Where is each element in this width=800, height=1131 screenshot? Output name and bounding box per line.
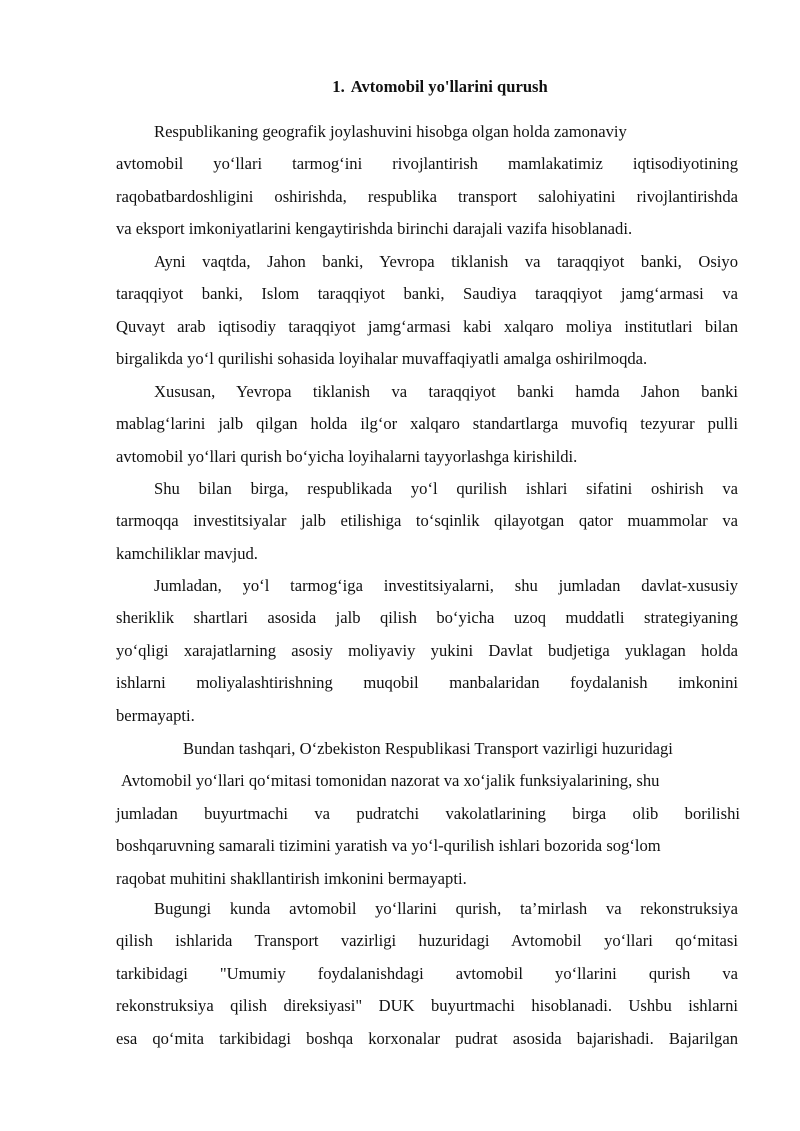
paragraph-line: esa qo‘mita tarkibidagi boshqa korxonalar pudrat asosida bajarishadi. Bajarilgan bbox=[116, 1028, 738, 1048]
paragraph-line: Respublikaning geografik joylashuvini hisobga olgan holda zamonaviy bbox=[154, 122, 627, 141]
paragraph-line: Bundan tashqari, O‘zbekiston Respublikasi Transport vazirligi huzuridagi bbox=[183, 739, 673, 758]
paragraph-line: Shu bilan birga, respublikada yo‘l qurilish ishlari sifatini oshirish va bbox=[154, 479, 738, 498]
paragraph-line: avtomobil yo‘llari qurish bo‘yicha loyihalarni tayyorlashga kirishildi. bbox=[116, 446, 578, 466]
paragraph-7 bbox=[116, 893, 738, 1055]
paragraph-line: sheriklik shartlari asosida jalb qilish bo‘yicha uzoq muddatli strategiyaning bbox=[116, 608, 738, 628]
paragraph-line: Jumladan, yo‘l tarmog‘iga investitsiyalarni, shu jumladan davlat-xususiy bbox=[154, 576, 738, 595]
paragraph-line: Bugungi kunda avtomobil yo‘llarini qurish, ta’mirlash va rekonstruksiya bbox=[154, 899, 738, 918]
paragraph-line: Avtomobil yo‘llari qo‘mitasi tomonidan nazorat va xo‘jalik funksiyalarining, shu bbox=[121, 771, 660, 791]
paragraph-3 bbox=[116, 376, 738, 473]
paragraph-line: boshqaruvning samarali tizimini yaratish va yo‘l-qurilish ishlari bozorida sog‘lom bbox=[116, 836, 661, 856]
paragraph-line: raqobatbardoshligini oshirishda, respublika transport salohiyatini rivojlantirishda bbox=[116, 186, 738, 206]
paragraph-line: tarkibidagi "Umumiy foydalanishdagi avtomobil yo‘llarini qurish va bbox=[116, 963, 738, 983]
paragraph-line: avtomobil yo‘llari tarmog‘ini rivojlantirish mamlakatimiz iqtisodiyotining bbox=[116, 154, 738, 174]
paragraph-line: qilish ishlarida Transport vazirligi huzuridagi Avtomobil yo‘llari qo‘mitasi bbox=[116, 931, 738, 951]
section-heading bbox=[0, 76, 800, 98]
paragraph-line: taraqqiyot banki, Islom taraqqiyot banki, Saudiya taraqqiyot jamg‘armasi va bbox=[116, 284, 738, 304]
paragraph-5 bbox=[116, 570, 738, 732]
paragraph-line: Quvayt arab iqtisodiy taraqqiyot jamg‘armasi kabi xalqaro moliya institutlari bilan bbox=[116, 316, 738, 336]
section-title: Avtomobil yo'llarini qurush bbox=[350, 77, 548, 96]
paragraph-line: Xususan, Yevropa tiklanish va taraqqiyot banki hamda Jahon banki bbox=[154, 382, 738, 401]
paragraph-line: Ayni vaqtda, Jahon banki, Yevropa tiklanish va taraqqiyot banki, Osiyo bbox=[154, 252, 738, 271]
paragraph-line: mablag‘larini jalb qilgan holda ilg‘or xalqaro standartlarga muvofiq tezyurar pulli bbox=[116, 414, 738, 434]
paragraph-line: raqobat muhitini shakllantirish imkonini bermayapti. bbox=[116, 868, 467, 888]
paragraph-1 bbox=[116, 116, 738, 246]
paragraph-line: rekonstruksiya qilish direksiyasi" DUK buyurtmachi hisoblanadi. Ushbu ishlarni bbox=[116, 996, 738, 1016]
paragraph-line: va eksport imkoniyatlarini kengaytirishda birinchi darajali vazifa hisoblanadi. bbox=[116, 219, 633, 239]
paragraph-6 bbox=[116, 733, 740, 895]
paragraph-line: bermayapti. bbox=[116, 705, 195, 725]
paragraph-line: ishlarni moliyalashtirishning muqobil manbalaridan foydalanish imkonini bbox=[116, 673, 738, 693]
paragraph-line: yo‘qligi xarajatlarning asosiy moliyaviy yukini Davlat budjetiga yuklagan holda bbox=[116, 640, 738, 660]
paragraph-4 bbox=[116, 473, 738, 570]
paragraph-2 bbox=[116, 246, 738, 376]
section-number: 1. bbox=[332, 77, 345, 96]
paragraph-line: tarmoqqa investitsiyalar jalb etilishiga to‘sqinlik qilayotgan qator muammolar va bbox=[116, 511, 738, 531]
paragraph-line: jumladan buyurtmachi va pudratchi vakolatlarining birga olib borilishi bbox=[116, 803, 740, 823]
paragraph-line: kamchiliklar mavjud. bbox=[116, 543, 258, 563]
paragraph-line: birgalikda yo‘l qurilishi sohasida loyihalar muvaffaqiyatli amalga oshirilmoqda. bbox=[116, 349, 648, 369]
